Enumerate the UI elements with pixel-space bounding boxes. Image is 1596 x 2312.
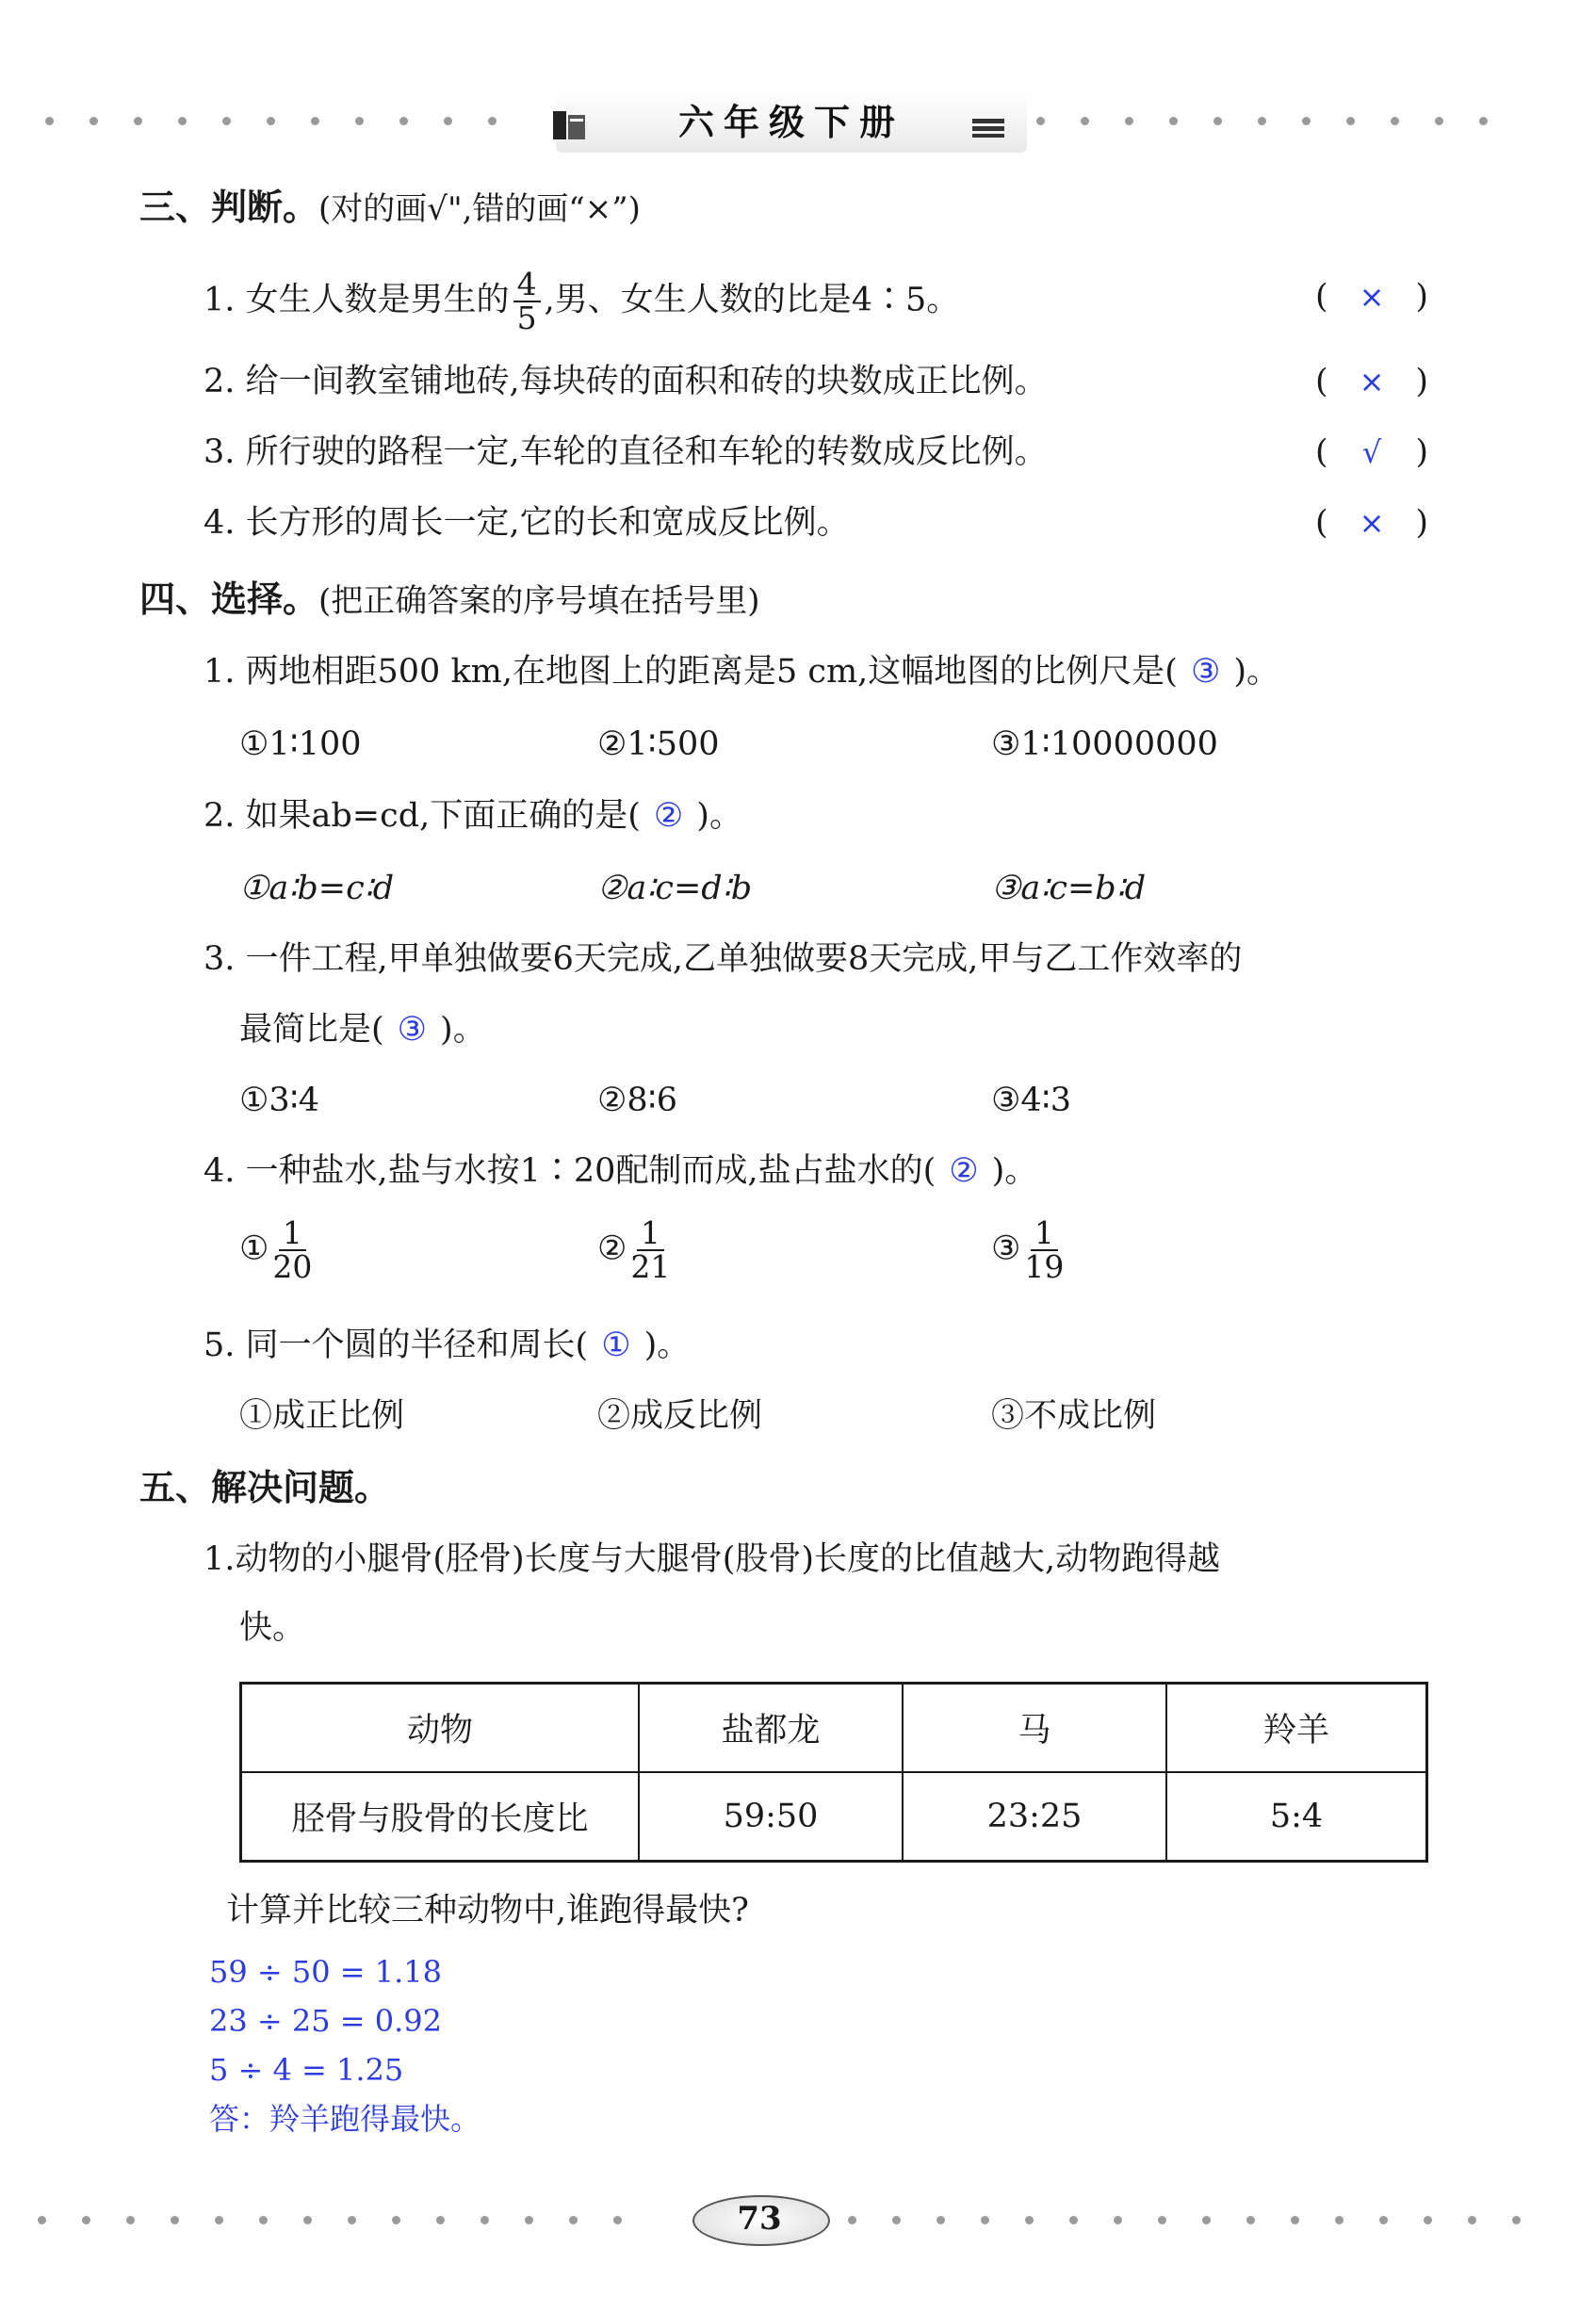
choice-q4: 4. 一种盐水,盐与水按1∶20配制而成,盐占盐水的( ② )。 [204, 1152, 1038, 1190]
section-5-title: 五、解决问题。 [139, 1466, 391, 1508]
book-icon [551, 106, 589, 143]
table-cell: 23:25 [903, 1772, 1166, 1862]
choice-q4-option-2[interactable]: ② $\frac{1}{21}$ [597, 1214, 671, 1285]
ratio-table [239, 1682, 1428, 1863]
page-header-title: 六年级下册 [677, 102, 904, 143]
problem-1-line1: 1.动物的小腿骨(胫骨)长度与大腿骨(股骨)长度的比值越大,动物跑得越 [204, 1540, 1221, 1578]
choice-q1-option-2[interactable]: ②1∶500 [597, 725, 720, 763]
footer-dots-left [38, 2216, 678, 2227]
choice-q1-option-3[interactable]: ③1∶10000000 [991, 725, 1218, 763]
choice-q1: 1. 两地相距500 km,在地图上的距离是5 cm,这幅地图的比例尺是( ③ )。 [204, 653, 1279, 691]
choice-q2-option-2[interactable]: ②a∶c=d∶b [597, 870, 753, 907]
choice-q3-line1: 3. 一件工程,甲单独做要6天完成,乙单独做要8天完成,甲与乙工作效率的 [204, 940, 1243, 978]
choice-q4-option-3[interactable]: ③ $\frac{1}{19}$ [991, 1214, 1065, 1285]
choice-q3-option-1[interactable]: ①3∶4 [239, 1082, 320, 1119]
answer-line-1: 59 ÷ 50 = 1.18 [209, 1954, 442, 1990]
table-cell: 5:4 [1166, 1772, 1427, 1862]
choice-q5: 5. 同一个圆的半径和周长( ① )。 [204, 1327, 691, 1364]
section-3-title: 三、判断。(对的画√",错的画“×”) [139, 186, 641, 228]
footer-dots-right [848, 2216, 1564, 2227]
choice-q2-option-3[interactable]: ③a∶c=b∶d [991, 870, 1147, 907]
choice-q5-option-1[interactable]: ①成正比例 [239, 1397, 405, 1435]
choice-q2-answer[interactable]: ② [653, 797, 684, 835]
page-number: 73 [737, 2200, 782, 2238]
table-header-cell: 盐都龙 [639, 1684, 903, 1773]
table-header-cell: 马 [903, 1684, 1166, 1773]
problem-1-question: 计算并比较三种动物中,谁跑得最快? [226, 1892, 749, 1929]
choice-q1-answer[interactable]: ③ [1190, 653, 1221, 691]
judge-item-4: 4. 长方形的周长一定,它的长和宽成反比例。 [204, 504, 850, 542]
table-header-row [241, 1684, 1427, 1773]
judge-item-2: 2. 给一间教室铺地砖,每块砖的面积和砖的块数成正比例。 [204, 363, 1048, 400]
choice-q2-option-1[interactable]: ①a∶b=c∶d [239, 870, 395, 907]
judge-answer-1[interactable]: ( × ) [1315, 278, 1428, 316]
choice-q5-option-2[interactable]: ②成反比例 [597, 1397, 763, 1435]
answer-conclusion: 答：羚羊跑得最快。 [209, 2101, 481, 2137]
choice-q4-answer[interactable]: ② [949, 1152, 979, 1190]
fraction-4-5: $\frac{4}{5}$ [513, 269, 541, 334]
answer-line-3: 5 ÷ 4 = 1.25 [209, 2052, 404, 2088]
choice-q3-option-3[interactable]: ③4∶3 [991, 1082, 1072, 1119]
judge-item-3: 3. 所行驶的路程一定,车轮的直径和车轮的转数成反比例。 [204, 433, 1048, 471]
judge-answer-2[interactable]: ( × ) [1315, 363, 1428, 400]
table-header-cell: 动物 [241, 1684, 640, 1773]
problem-1-line2: 快。 [239, 1609, 306, 1647]
table-row [241, 1772, 1427, 1862]
choice-q3-answer[interactable]: ③ [397, 1011, 428, 1049]
choice-q4-option-1[interactable]: ① $\frac{1}{20}$ [239, 1214, 313, 1285]
choice-q5-answer[interactable]: ① [601, 1327, 631, 1364]
choice-q3-line2: 最简比是( ③ )。 [239, 1011, 486, 1049]
judge-item-1: 1. 女生人数是男生的 $\frac{4}{5}$ ,男、女生人数的比是4∶5。 [204, 266, 960, 336]
table-cell: 59:50 [639, 1772, 903, 1862]
section-4-title: 四、选择。(把正确答案的序号填在括号里) [139, 578, 760, 620]
judge-answer-4[interactable]: ( × ) [1315, 504, 1428, 542]
choice-q1-option-1[interactable]: ①1∶100 [239, 725, 362, 763]
header-dots-left [45, 117, 535, 128]
header-dots-right [1036, 117, 1564, 128]
pen-icon [970, 113, 1008, 141]
choice-q2: 2. 如果ab=cd,下面正确的是( ② )。 [204, 797, 742, 835]
choice-q5-option-3[interactable]: ③不成比例 [991, 1397, 1157, 1435]
choice-q3-option-2[interactable]: ②8∶6 [597, 1082, 678, 1119]
judge-answer-3[interactable]: ( √ ) [1315, 433, 1428, 471]
answer-line-2: 23 ÷ 25 = 0.92 [209, 2003, 442, 2039]
table-header-cell: 羚羊 [1166, 1684, 1427, 1773]
table-cell: 胫骨与股骨的长度比 [241, 1772, 640, 1862]
